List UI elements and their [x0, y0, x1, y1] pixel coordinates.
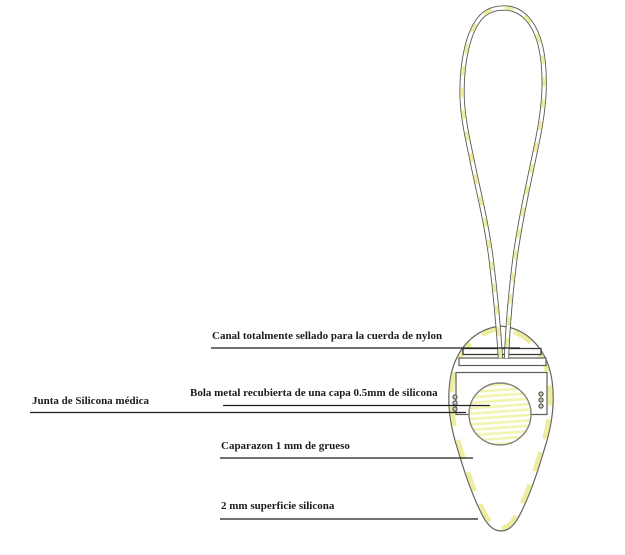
cord-outline — [462, 8, 544, 358]
nylon-cord-loop — [462, 8, 544, 358]
ball-outline — [469, 383, 531, 445]
leader-lines — [30, 348, 520, 519]
label-silicone-surface: 2 mm superficie silicona — [221, 500, 335, 512]
metal-ball — [469, 383, 531, 445]
label-shell-thickness: Caparazon 1 mm de grueso — [221, 440, 350, 452]
silicone-joint-right — [539, 392, 543, 408]
label-medical-silicone-joint: Junta de Silicona médica — [32, 395, 150, 407]
label-sealed-channel: Canal totalmente sellado para la cuerda de nylon — [212, 330, 443, 342]
channel-lower-plate — [459, 358, 546, 366]
label-metal-ball: Bola metal recubierta de una capa 0.5mm de silicona — [190, 387, 438, 399]
silicone-joint-left — [453, 395, 457, 411]
